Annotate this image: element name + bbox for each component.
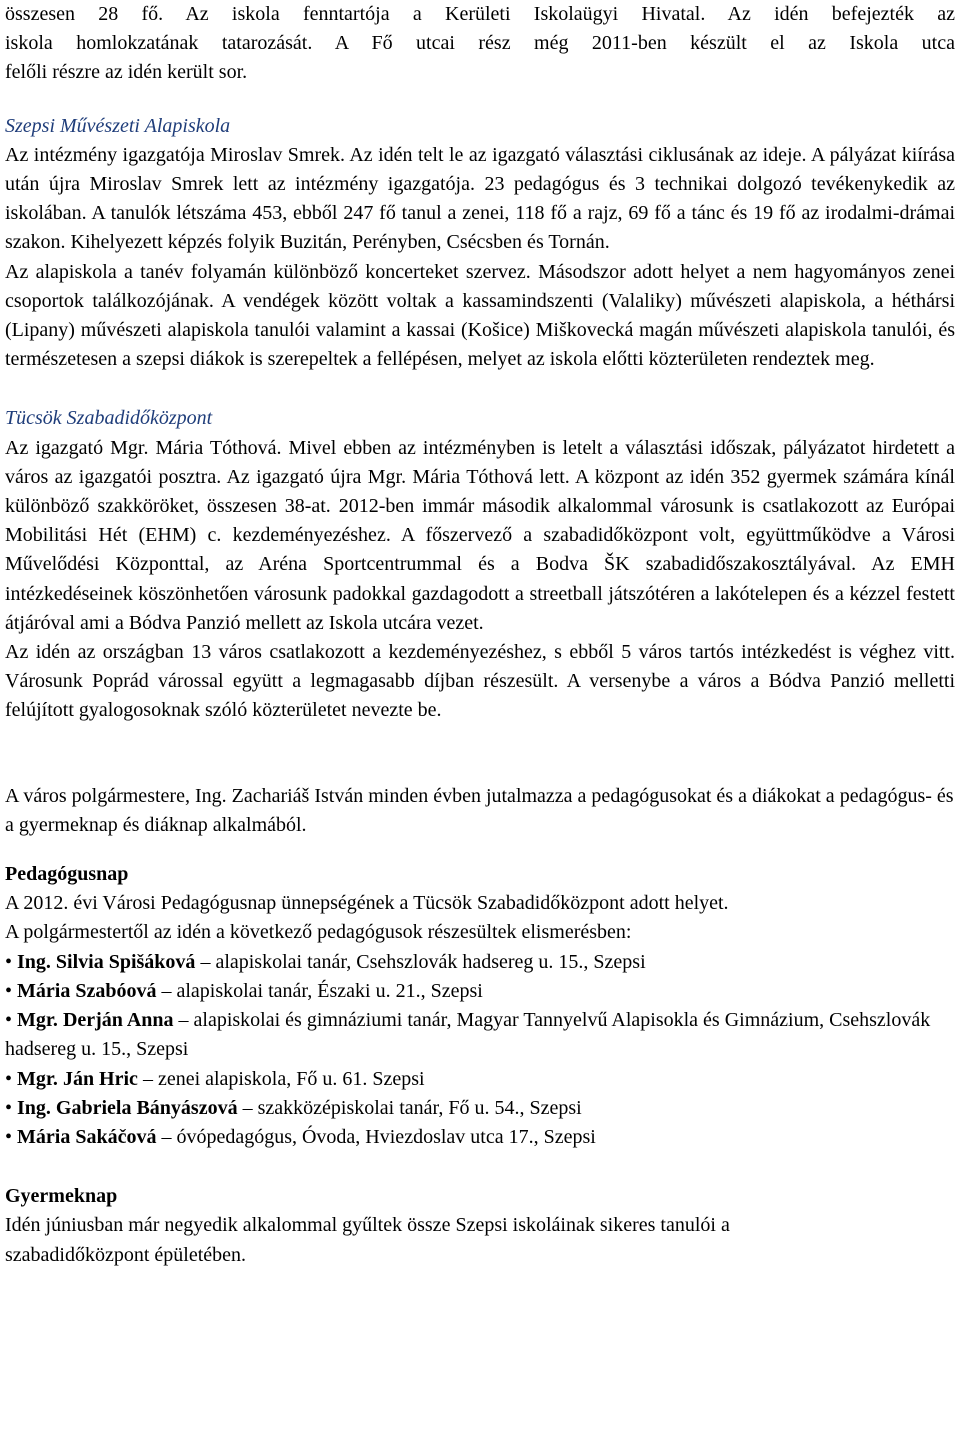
bullet-dot: •: [5, 950, 13, 973]
leisure-center-heading: Tücsök Szabadidőközpont: [5, 407, 213, 430]
teachers-day-line-2: A polgármestertől az idén a következő pedagógusok részesültek elismerésben:: [5, 921, 632, 944]
award-item: [5, 1065, 955, 1094]
award-item: [5, 1123, 955, 1152]
award-desc: – alapiskolai tanár, Csehszlovák hadsereg u. 15., Szepsi: [195, 950, 646, 973]
bullet-dot: •: [5, 1009, 13, 1032]
art-school-heading: Szepsi Művészeti Alapiskola: [5, 114, 231, 137]
leisure-center-paragraph-2: Az idén az országban 13 város csatlakozott a kezdeményezéshez, s ebből 5 város tartós intézkedést is véghez vitt. Városunk Poprád várossal együtt a legmagasabb díjban részesült. A versenybe a város a Bódva Panzió melletti felújított gyalogosoknak szóló közterületet nevezte be.: [5, 641, 955, 722]
award-name: Silvia Spišáková: [55, 950, 196, 973]
spacer: [5, 840, 955, 850]
award-name: Ján Hric: [62, 1067, 138, 1090]
award-name: Derján Anna: [62, 1009, 174, 1032]
award-name: Mária Sakáčová: [17, 1125, 157, 1148]
childrens-day-text: Idén júniusban már negyedik alkalommal gyűltek össze Szepsi iskoláinak sikeres tanulói a szabadidőközpont épületében.: [5, 1214, 730, 1266]
spacer: [5, 1152, 955, 1182]
bullet-dot: •: [5, 1067, 13, 1090]
bullet-dot: •: [5, 1125, 13, 1148]
award-item: [5, 948, 955, 977]
award-title: Ing.: [17, 950, 51, 973]
award-desc: – szakközépiskolai tanár, Fő u. 54., Szepsi: [237, 1096, 582, 1119]
award-item: [5, 977, 955, 1006]
award-item: [5, 1006, 955, 1064]
intro-line-3: felőli részre az idén került sor.: [5, 61, 248, 84]
award-title: Mgr.: [17, 1009, 58, 1032]
award-list: [5, 948, 955, 1152]
bullet-dot: •: [5, 1096, 13, 1119]
intro-line-2: iskola homlokzatának tatarozását. A Fő utcai rész még 2011-ben készült el az Iskola utca: [5, 32, 955, 55]
childrens-day-heading: Gyermeknap: [5, 1185, 118, 1208]
intro-line-1: összesen 28 fő. Az iskola fenntartója a Kerületi Iskolaügyi Hivatal. Az idén befejezték az: [5, 3, 955, 25]
award-title: Ing.: [17, 1096, 51, 1119]
teachers-day-line-1: A 2012. évi Városi Pedagógusnap ünnepségének a Tücsök Szabadidőközpont adott helyet.: [5, 892, 729, 915]
award-title: Mgr.: [17, 1067, 58, 1090]
award-name: Gabriela Bányászová: [55, 1096, 238, 1119]
award-desc: – alapiskolai és gimnáziumi tanár, Magyar Tannyelvű Alapisokla és Gimnázium, Csehszlovák hadsereg u. 15., Szepsi: [5, 1009, 931, 1061]
spacer: [5, 726, 955, 782]
award-desc: – zenei alapiskola, Fő u. 61. Szepsi: [137, 1067, 425, 1090]
award-desc: – alapiskolai tanár, Északi u. 21., Szepsi: [156, 979, 483, 1002]
art-school-paragraph-1: Az intézmény igazgatója Miroslav Smrek. Az idén telt le az igazgató választási ciklusának az ideje. A pályázat kiírása után újra Miroslav Smrek lett az intézmény igazgatója. 23 pedagógus és 3 technikai dolgozó tevékenykedik az iskolában. A tanulók létszáma 453, ebből 247 fő tanul a zenei, 118 fő a rajz, 69 fő a tánc és 19 fő az irodalmi-drámai szakon. Kihelyezett képzés folyik Buzitán, Perényben, Csécsben és Tornán.: [5, 143, 955, 254]
bullet-dot: •: [5, 979, 13, 1002]
leisure-center-paragraph-1: Az igazgató Mgr. Mária Tóthová. Mivel ebben az intézményben is letelt a választási időszak, pályázatot hirdetett a város az igazgatói posztra. Az igazgató újra Mgr. Mária Tóthová lett. A központ az idén 352 gyermek számára kínál különböző szakköröket, összesen 38-at. 2012-ben immár második alkalommal városunk is csatlakozott az Európai Mobilitási Hét (EHM) c. kezdeményezéshez. A főszervező a szabadidőközpont volt, együttműködve a Városi Művelődési Központtal, az Aréna Sportcentrummal és a Bodva ŠK szabadidőszakosztályával. Az EMH intézkedéseinek köszönhetően városunk padokkal gazdagodott a streetball játszótéren a lakótelepen és a kézzel festett átjáróval ami a Bódva Panzió mellett az Iskola utcára vezet.: [5, 436, 955, 634]
award-desc: – óvópedagógus, Óvoda, Hviezdoslav utca 17., Szepsi: [156, 1125, 596, 1148]
art-school-paragraph-2: Az alapiskola a tanév folyamán különböző koncerteket szervez. Másodszor adott helyet a nem hagyományos zenei csoportok találkozójának. A vendégek között voltak a kassamindszenti (Valaliky) művészeti alapiskola, a héthársi (Lipany) művészeti alapiskola tanulói valamint a kassai (Košice) Miškovecká magán művészeti alapiskola tanulói, és természetesen a szepsi diákok is szerepeltek a fellépésen, melyet az iskola előtti közterületen rendeztek meg.: [5, 260, 955, 371]
mayor-paragraph: A város polgármestere, Ing. Zachariáš István minden évben jutalmazza a pedagógusokat és a diákokat a pedagógus- és a gyermeknap és diáknap alkalmából.: [5, 784, 954, 836]
award-name: Mária Szabóová: [17, 979, 157, 1002]
teachers-day-heading: Pedagógusnap: [5, 863, 129, 886]
award-item: [5, 1094, 955, 1123]
